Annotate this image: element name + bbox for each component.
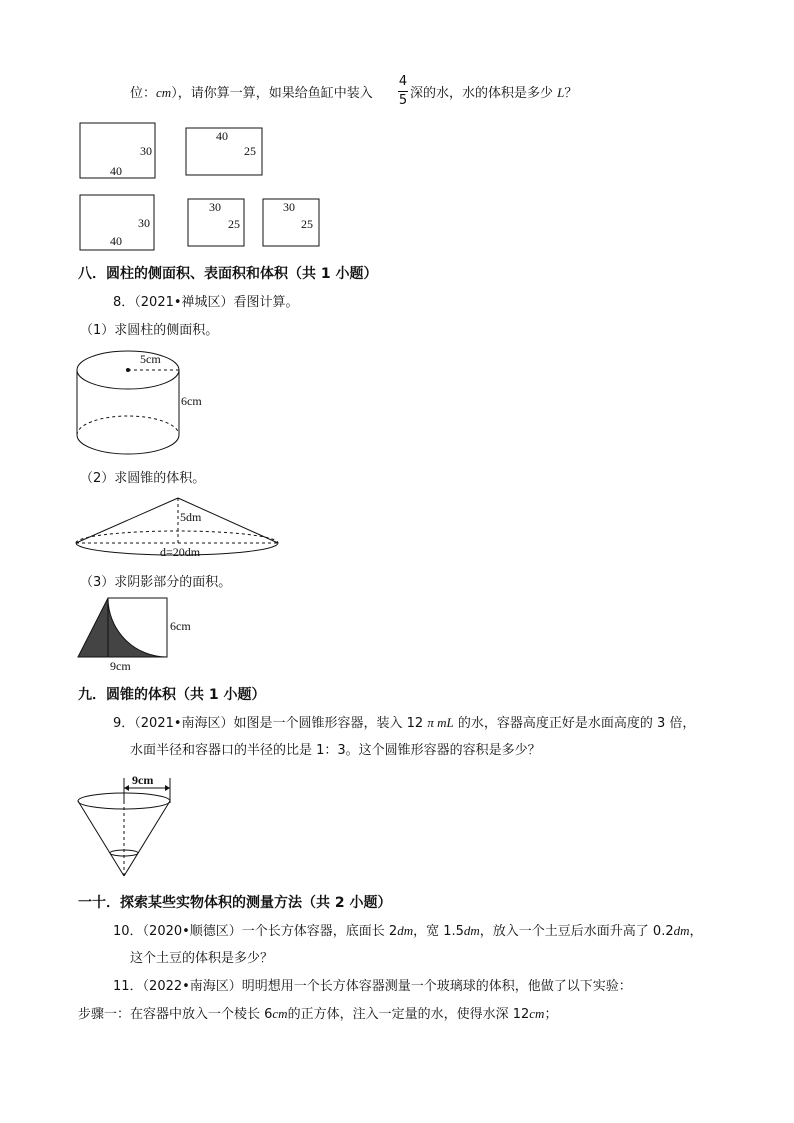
- q10-text-a: 10．（2020•顺德区）一个长方体容器，底面长 2: [113, 924, 398, 939]
- q9-line2: 水面半径和容器口的半径的比是 1：3。这个圆锥形容器的容积是多少？: [130, 743, 541, 758]
- section8-heading: 八．圆柱的侧面积、表面积和体积（共 1 小题）: [78, 266, 378, 282]
- q11-text: 11．（2022•南海区）明明想用一个长方体容器测量一个玻璃球的体积，他做了以下实验：: [113, 979, 632, 994]
- q10-text-c: ，放入一个土豆后水面升高了 0.2: [479, 924, 674, 939]
- step1-text-c: ；: [544, 1007, 558, 1022]
- box-row2-a: [80, 195, 154, 250]
- fraction-bar: [398, 91, 408, 92]
- q10-text-b: ，宽 1.5: [413, 924, 464, 939]
- cone-height-label: 5dm: [180, 510, 202, 524]
- box-row1-b: [186, 128, 262, 175]
- cone-diameter-label: d=20dm: [160, 545, 201, 559]
- q9-text-b: 的水，容器高度正好是水面高度的 3 倍，: [457, 716, 696, 731]
- box-row1-b-height: 25: [244, 144, 256, 158]
- intro-text-b: ），请你算一算，如果给鱼缸中装入: [171, 86, 373, 101]
- q10-unit1: dm: [397, 923, 414, 938]
- cone-container-radius-label: 9cm: [132, 773, 154, 787]
- q8-part2: （2）求圆锥的体积。: [80, 471, 206, 486]
- intro-line-end: [410, 82, 577, 101]
- box-row2-c-height: 25: [301, 217, 313, 231]
- q8-part1: （1）求圆柱的侧面积。: [80, 323, 219, 338]
- box-row2-a-width: 40: [110, 234, 122, 248]
- box-row1-a-width: 40: [110, 164, 122, 178]
- q10-line1: [113, 920, 703, 939]
- box-row2-b: [188, 199, 244, 246]
- section10-heading: 一十．探索某些实物体积的测量方法（共 2 小题）: [78, 895, 392, 911]
- intro-line: [130, 82, 373, 101]
- box-row1-a: [80, 123, 155, 178]
- q10-line2: 这个土豆的体积是多少？: [130, 951, 274, 966]
- intro-unit-cm: cm: [156, 85, 172, 100]
- step1-text-b: 的正方体，注入一定量的水，使得水深 12: [287, 1007, 530, 1022]
- intro-text-d: ？: [564, 86, 578, 101]
- step1-unit1: cm: [272, 1006, 288, 1021]
- shaded-width-label: 9cm: [110, 659, 131, 673]
- cylinder-radius-label: 5cm: [140, 352, 161, 366]
- q11-step1: [78, 1003, 557, 1022]
- q10-text-d: ，: [689, 924, 703, 939]
- box-row2-a-height: 30: [138, 216, 150, 230]
- fraction-numerator: 4: [398, 74, 408, 89]
- section9-heading: 九．圆锥的体积（共 1 小题）: [78, 687, 266, 703]
- q10-unit3: dm: [673, 923, 690, 938]
- cylinder-height-label: 6cm: [181, 394, 202, 408]
- shaded-height-label: 6cm: [170, 619, 191, 633]
- shaded-area-diagram: [72, 595, 212, 675]
- q9-line1: [113, 712, 695, 731]
- q9-text-a: 9．（2021•南海区）如图是一个圆锥形容器，装入 12: [113, 716, 424, 731]
- box-row2-c-width: 30: [283, 200, 295, 214]
- cylinder-diagram: [70, 343, 230, 463]
- box-row1-a-height: 30: [140, 144, 152, 158]
- q10-unit2: dm: [463, 923, 480, 938]
- intro-text-a: 位：: [130, 86, 157, 101]
- cone-container-diagram: [72, 773, 192, 883]
- fraction-denominator: 5: [398, 93, 408, 108]
- intro-unit-l: L: [557, 85, 565, 100]
- box-row2-b-width: 30: [209, 200, 221, 214]
- intro-text-c: 深的水，水的体积是多少: [410, 86, 554, 101]
- step1-text-a: 步骤一：在容器中放入一个棱长 6: [78, 1007, 273, 1022]
- q8-part3: （3）求阴影部分的面积。: [80, 575, 232, 590]
- step1-unit2: cm: [529, 1006, 545, 1021]
- box-row2-c: [263, 199, 319, 246]
- q9-unit: π mL: [427, 715, 454, 730]
- box-row2-b-height: 25: [228, 217, 240, 231]
- q8-text: 8．（2021•禅城区）看图计算。: [113, 295, 299, 310]
- box-row1-b-width: 40: [216, 129, 228, 143]
- cone-diagram: [72, 493, 292, 563]
